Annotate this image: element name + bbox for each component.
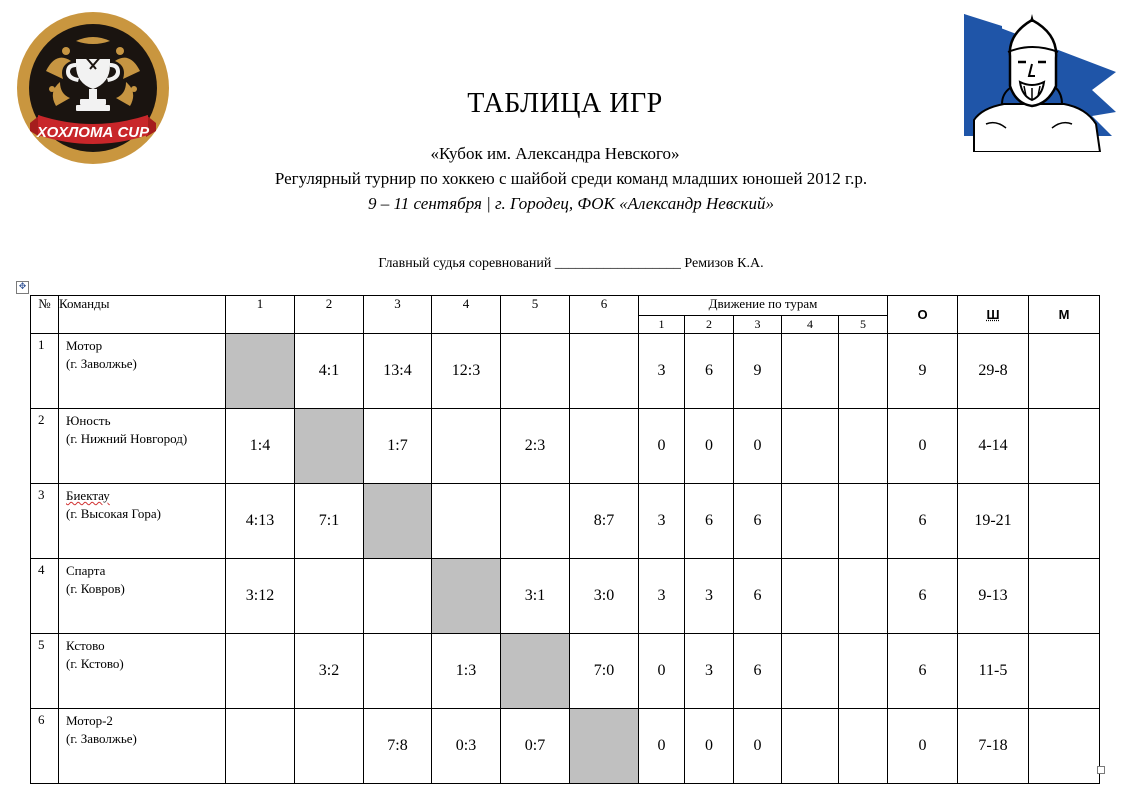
round-points: 6: [685, 484, 734, 559]
round-points: [782, 334, 839, 409]
team-cell: [59, 409, 226, 484]
team-row: [31, 709, 1100, 784]
goals-ratio: 29-8: [958, 334, 1029, 409]
dates-location: 9 – 11 сентября | г. Городец, ФОК «Александр Невский»: [367, 194, 775, 213]
col-points-header: О: [888, 296, 958, 334]
team-cell: [59, 334, 226, 409]
col-game-header: 1: [226, 296, 295, 334]
total-points: 6: [888, 559, 958, 634]
col-number-header: №: [31, 296, 59, 334]
team-number: 5: [31, 634, 59, 709]
goals-ratio: 4-14: [958, 409, 1029, 484]
team-number: 3: [31, 484, 59, 559]
round-points: [782, 559, 839, 634]
total-points: 6: [888, 484, 958, 559]
self-game-cell: [295, 409, 364, 484]
round-points: 3: [639, 334, 685, 409]
round-header: 1: [639, 316, 685, 334]
game-score: [226, 709, 295, 784]
team-cell: [59, 484, 226, 559]
game-score: 7:0: [570, 634, 639, 709]
game-score: 1:4: [226, 409, 295, 484]
game-score: 4:1: [295, 334, 364, 409]
table-resize-handle[interactable]: [1097, 766, 1105, 774]
logo-text: ХОХЛОМА CUP: [36, 124, 150, 141]
table-header-row: [31, 296, 1100, 316]
place: [1029, 484, 1100, 559]
round-points: [839, 334, 888, 409]
team-city: (г. Заволжье): [66, 356, 137, 371]
table-move-handle-icon[interactable]: ✥: [16, 281, 29, 294]
round-header: 2: [685, 316, 734, 334]
game-score: [295, 709, 364, 784]
round-points: [839, 559, 888, 634]
col-game-header: 2: [295, 296, 364, 334]
team-name: Биектау: [66, 488, 110, 503]
goals-ratio: 11-5: [958, 634, 1029, 709]
game-score: [432, 409, 501, 484]
round-points: 0: [639, 709, 685, 784]
team-name: Кстово: [66, 638, 105, 653]
chief-judge-line: Главный судья соревнований __________________ Ремизов К.А.: [378, 256, 764, 271]
total-points: 9: [888, 334, 958, 409]
round-points: 6: [734, 634, 782, 709]
round-points: [782, 709, 839, 784]
round-points: 0: [685, 709, 734, 784]
team-city: (г. Заволжье): [66, 731, 137, 746]
col-game-header: 5: [501, 296, 570, 334]
place: [1029, 709, 1100, 784]
round-points: [839, 409, 888, 484]
team-city: (г. Ковров): [66, 581, 125, 596]
game-score: 2:3: [501, 409, 570, 484]
col-place-header: М: [1029, 296, 1100, 334]
tournament-description: Регулярный турнир по хоккею с шайбой среди команд младших юношей 2012 г.р.: [274, 169, 868, 188]
team-name: Мотор: [66, 338, 103, 353]
game-score: 3:2: [295, 634, 364, 709]
self-game-cell: [226, 334, 295, 409]
game-score: [364, 634, 432, 709]
place: [1029, 409, 1100, 484]
team-row: [31, 559, 1100, 634]
team-cell: [59, 634, 226, 709]
self-game-cell: [570, 709, 639, 784]
alexander-nevsky-logo: [962, 12, 1116, 152]
team-row: [31, 334, 1100, 409]
game-score: 3:1: [501, 559, 570, 634]
team-cell: [59, 559, 226, 634]
team-row: [31, 634, 1100, 709]
team-number: 1: [31, 334, 59, 409]
team-name: Юность: [66, 413, 111, 428]
round-points: 0: [639, 409, 685, 484]
team-cell: [59, 709, 226, 784]
goals-ratio: 19-21: [958, 484, 1029, 559]
round-points: 3: [685, 634, 734, 709]
round-points: 6: [685, 334, 734, 409]
round-points: 6: [734, 559, 782, 634]
game-score: 7:8: [364, 709, 432, 784]
game-score: [570, 409, 639, 484]
round-points: [839, 634, 888, 709]
team-city: (г. Кстово): [66, 656, 124, 671]
game-score: [501, 334, 570, 409]
game-score: 3:0: [570, 559, 639, 634]
self-game-cell: [432, 559, 501, 634]
total-points: 0: [888, 709, 958, 784]
col-goals-header: [958, 296, 1029, 334]
place: [1029, 334, 1100, 409]
col-goals-label: Ш: [986, 307, 1000, 322]
col-game-header: 4: [432, 296, 501, 334]
team-row: [31, 409, 1100, 484]
team-row: [31, 484, 1100, 559]
cup-name: «Кубок им. Александра Невского»: [430, 144, 680, 163]
game-score: [226, 634, 295, 709]
round-header: 5: [839, 316, 888, 334]
game-score: 0:3: [432, 709, 501, 784]
team-number: 2: [31, 409, 59, 484]
round-header: 4: [782, 316, 839, 334]
place: [1029, 634, 1100, 709]
game-score: 7:1: [295, 484, 364, 559]
round-points: 3: [639, 559, 685, 634]
col-teams-header: Команды: [59, 296, 226, 334]
game-score: 8:7: [570, 484, 639, 559]
total-points: 6: [888, 634, 958, 709]
round-points: 6: [734, 484, 782, 559]
round-points: [782, 484, 839, 559]
round-points: [782, 634, 839, 709]
round-points: 3: [685, 559, 734, 634]
game-score: 1:7: [364, 409, 432, 484]
game-score: 1:3: [432, 634, 501, 709]
game-score: 3:12: [226, 559, 295, 634]
game-score: 4:13: [226, 484, 295, 559]
goals-ratio: 7-18: [958, 709, 1029, 784]
team-number: 4: [31, 559, 59, 634]
round-points: 0: [685, 409, 734, 484]
col-game-header: 6: [570, 296, 639, 334]
game-score: [501, 484, 570, 559]
games-table: [30, 295, 1100, 784]
round-points: 0: [734, 709, 782, 784]
round-points: 0: [734, 409, 782, 484]
game-score: [570, 334, 639, 409]
round-header: 3: [734, 316, 782, 334]
round-points: [839, 484, 888, 559]
game-score: 13:4: [364, 334, 432, 409]
round-points: 3: [639, 484, 685, 559]
team-number: 6: [31, 709, 59, 784]
game-score: [364, 559, 432, 634]
page-title: ТАБЛИЦА ИГР: [467, 88, 663, 119]
movement-by-rounds-header: Движение по турам: [639, 296, 888, 316]
goals-ratio: 9-13: [958, 559, 1029, 634]
team-city: (г. Нижний Новгород): [66, 431, 188, 446]
round-points: [782, 409, 839, 484]
game-score: 12:3: [432, 334, 501, 409]
round-points: 9: [734, 334, 782, 409]
total-points: 0: [888, 409, 958, 484]
round-points: 0: [639, 634, 685, 709]
team-name: Мотор-2: [66, 713, 113, 728]
game-score: 0:7: [501, 709, 570, 784]
team-city: (г. Высокая Гора): [66, 506, 161, 521]
place: [1029, 559, 1100, 634]
game-score: [432, 484, 501, 559]
round-points: [839, 709, 888, 784]
game-score: [295, 559, 364, 634]
self-game-cell: [364, 484, 432, 559]
col-game-header: 3: [364, 296, 432, 334]
self-game-cell: [501, 634, 570, 709]
team-name: Спарта: [66, 563, 106, 578]
